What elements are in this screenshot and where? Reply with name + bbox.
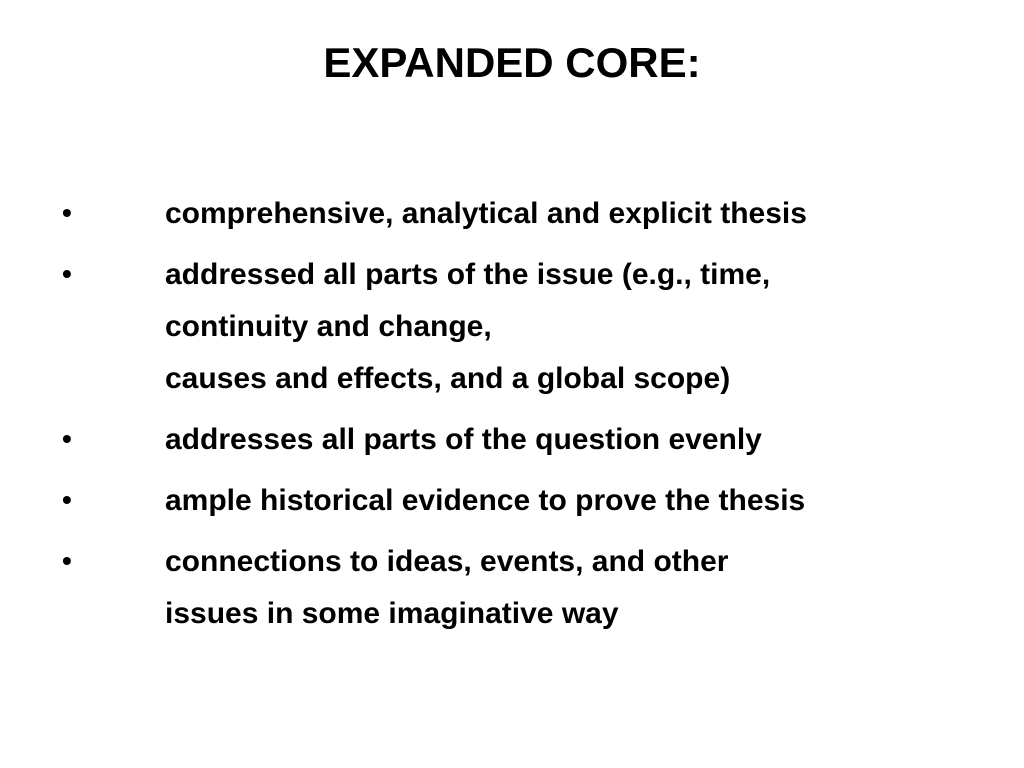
bullet-text-line: continuity and change, <box>165 310 492 343</box>
bullet-icon: • <box>62 545 72 576</box>
bullet-text-line: comprehensive, analytical and explicit thesis <box>165 197 807 230</box>
bullet-text-line: causes and effects, and a global scope) <box>165 362 731 395</box>
bullet-item <box>0 414 1024 466</box>
bullet-item <box>0 249 1024 405</box>
bullet-text-line: addressed all parts of the issue (e.g., time, <box>165 258 771 291</box>
bullet-item <box>0 536 1024 640</box>
bullet-text-line: issues in some imaginative way <box>165 597 619 630</box>
bullet-list <box>0 188 1024 649</box>
bullet-icon: • <box>62 197 72 228</box>
bullet-item <box>0 188 1024 240</box>
bullet-icon: • <box>62 423 72 454</box>
bullet-item <box>0 475 1024 527</box>
bullet-icon: • <box>62 484 72 515</box>
bullet-text-line: addresses all parts of the question evenly <box>165 423 762 456</box>
bullet-text-line: ample historical evidence to prove the thesis <box>165 484 806 517</box>
slide-title: EXPANDED CORE: <box>323 39 701 86</box>
bullet-icon: • <box>62 258 72 289</box>
bullet-text-line: connections to ideas, events, and other <box>165 545 729 578</box>
